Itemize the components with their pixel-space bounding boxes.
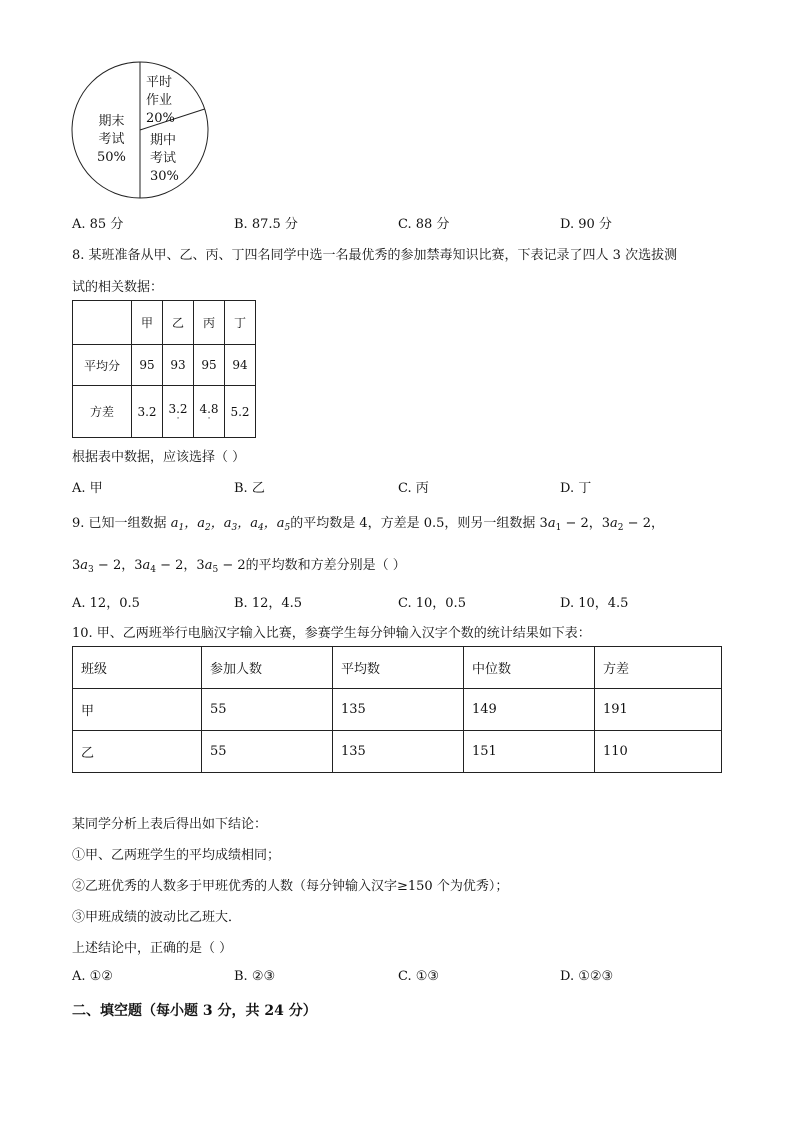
q10-question: 上述结论中，正确的是（ ） xyxy=(72,941,233,956)
q9-new-set-part2: $3a_3 - 2$，$3a_4 - 2$，$3a_5 - 2$ xyxy=(72,558,246,575)
q8-table-cell: 94 xyxy=(225,345,256,386)
q9-option-d[interactable]: D. 10，4.5 xyxy=(560,596,629,611)
q8-table-header-row xyxy=(73,301,256,345)
q10-table-cell: 甲 xyxy=(73,689,202,731)
pie-slice-final-label xyxy=(97,113,126,167)
q10-option-d[interactable]: D. ①②③ xyxy=(560,969,614,984)
q8-table-cell xyxy=(163,386,194,438)
q10-table-header-cell: 班级 xyxy=(73,647,202,689)
pie-slice-homework-label xyxy=(146,74,175,128)
pie-label-midterm-line2: 考试 xyxy=(150,151,177,166)
pie-label-final-value: 50% xyxy=(97,150,126,165)
q10-table-cell: 乙 xyxy=(73,731,202,773)
q9-mean-text: 的平均数是 4，方差是 0.5，则另一组数据 xyxy=(290,516,536,531)
pie-label-homework-line2: 作业 xyxy=(146,93,173,108)
q8-option-a[interactable]: A. 甲 xyxy=(72,481,103,496)
q10-table-cell: 135 xyxy=(333,689,464,731)
q8-table-cell: 3.2 xyxy=(132,386,163,438)
q8-option-d[interactable]: D. 丁 xyxy=(560,481,592,496)
q10-table-row xyxy=(73,689,722,731)
q8-table-cell: 95 xyxy=(132,345,163,386)
q8-table-header-cell: 丙 xyxy=(194,301,225,345)
q10-option-c[interactable]: C. ①③ xyxy=(398,969,440,984)
pie-label-homework-line1: 平时 xyxy=(146,75,173,90)
q10-stem: 10. 甲、乙两班举行电脑汉字输入比赛，参赛学生每分钟输入汉字个数的统计结果如下表： xyxy=(72,626,591,641)
pie-label-final-line1: 期末 xyxy=(98,114,125,129)
pie-label-final-line2: 考试 xyxy=(98,132,125,147)
pie-label-homework-value: 20% xyxy=(146,111,175,126)
q8-table-cell: 95 xyxy=(194,345,225,386)
pie-label-midterm-line1: 期中 xyxy=(150,133,177,148)
q8-table-cell xyxy=(194,386,225,438)
q8-question: 根据表中数据，应该选择（ ） xyxy=(72,450,246,465)
q9-stem-line2 xyxy=(72,554,406,575)
q10-table-header-cell: 平均数 xyxy=(333,647,464,689)
q10-analysis-intro: 某同学分析上表后得出如下结论： xyxy=(72,817,268,832)
q9-tail: 的平均数和方差分别是（ ） xyxy=(245,558,406,573)
q10-option-a[interactable]: A. ①② xyxy=(72,969,113,984)
q8-table-row-label: 方差 xyxy=(73,386,132,438)
q10-conclusion-2: ②乙班优秀的人数多于甲班优秀的人数（每分钟输入汉字≥150 个为优秀）； xyxy=(72,879,509,894)
q9-option-c[interactable]: C. 10，0.5 xyxy=(398,596,466,611)
pie-chart-svg xyxy=(70,60,210,200)
q7-option-a[interactable]: A. 85 分 xyxy=(72,217,124,232)
q9-prefix: 9. 已知一组数据 xyxy=(72,516,167,531)
pie-label-midterm-value: 30% xyxy=(150,169,179,184)
q10-table xyxy=(72,646,722,773)
q10-table-header-cell: 参加人数 xyxy=(202,647,333,689)
q8-table-cell: 93 xyxy=(163,345,194,386)
q7-option-c[interactable]: C. 88 分 xyxy=(398,217,450,232)
q8-table-cell-value: 3.2 xyxy=(168,401,188,416)
q10-table-cell: 55 xyxy=(202,731,333,773)
q10-conclusion-1: ①甲、乙两班学生的平均成绩相同； xyxy=(72,848,281,863)
q9-data-set: $a_1$，$a_2$，$a_3$，$a_4$，$a_5$ xyxy=(170,516,291,533)
pie-slice-midterm-label xyxy=(150,132,179,186)
q10-table-cell: 110 xyxy=(595,731,722,773)
q8-table-corner xyxy=(73,301,132,345)
q8-table-header-cell: 甲 xyxy=(132,301,163,345)
q8-table-row xyxy=(73,345,256,386)
q10-table-cell: 191 xyxy=(595,689,722,731)
q8-table-header-cell: 乙 xyxy=(163,301,194,345)
q8-dot-mark: · xyxy=(207,413,211,424)
q8-table-cell-value: 4.8 xyxy=(199,401,219,416)
q10-table-row xyxy=(73,731,722,773)
q10-table-cell: 149 xyxy=(464,689,595,731)
section-2-title: 二、填空题（每小题 3 分，共 24 分） xyxy=(72,1003,317,1019)
q8-table-row-label: 平均分 xyxy=(73,345,132,386)
q8-table-header-cell: 丁 xyxy=(225,301,256,345)
q7-option-d[interactable]: D. 90 分 xyxy=(560,217,612,232)
q10-option-b[interactable]: B. ②③ xyxy=(234,969,276,984)
q10-table-header-row xyxy=(73,647,722,689)
q8-table xyxy=(72,300,256,438)
q7-option-b[interactable]: B. 87.5 分 xyxy=(234,217,298,232)
q9-option-b[interactable]: B. 12，4.5 xyxy=(234,596,303,611)
q9-option-a[interactable]: A. 12，0.5 xyxy=(72,596,140,611)
q9-new-set-part1: $3a_1 - 2$，$3a_2 - 2$， xyxy=(539,516,664,533)
q10-conclusion-3: ③甲班成绩的波动比乙班大． xyxy=(72,910,242,925)
q10-table-cell: 55 xyxy=(202,689,333,731)
q8-table-cell: 5.2 xyxy=(225,386,256,438)
q10-table-header-cell: 方差 xyxy=(595,647,722,689)
q10-table-header-cell: 中位数 xyxy=(464,647,595,689)
q8-option-c[interactable]: C. 丙 xyxy=(398,481,429,496)
q10-table-cell: 135 xyxy=(333,731,464,773)
q8-stem-line2: 试的相关数据： xyxy=(72,280,164,295)
q8-stem-line1: 8. 某班准备从甲、乙、丙、丁四名同学中选一名最优秀的参加禁毒知识比赛，下表记录了四人 3 次选拔测 xyxy=(72,248,678,263)
q8-option-b[interactable]: B. 乙 xyxy=(234,481,265,496)
q8-table-row xyxy=(73,386,256,438)
q9-stem-line1 xyxy=(72,512,664,533)
q8-dot-mark: · xyxy=(176,413,180,424)
q10-table-cell: 151 xyxy=(464,731,595,773)
